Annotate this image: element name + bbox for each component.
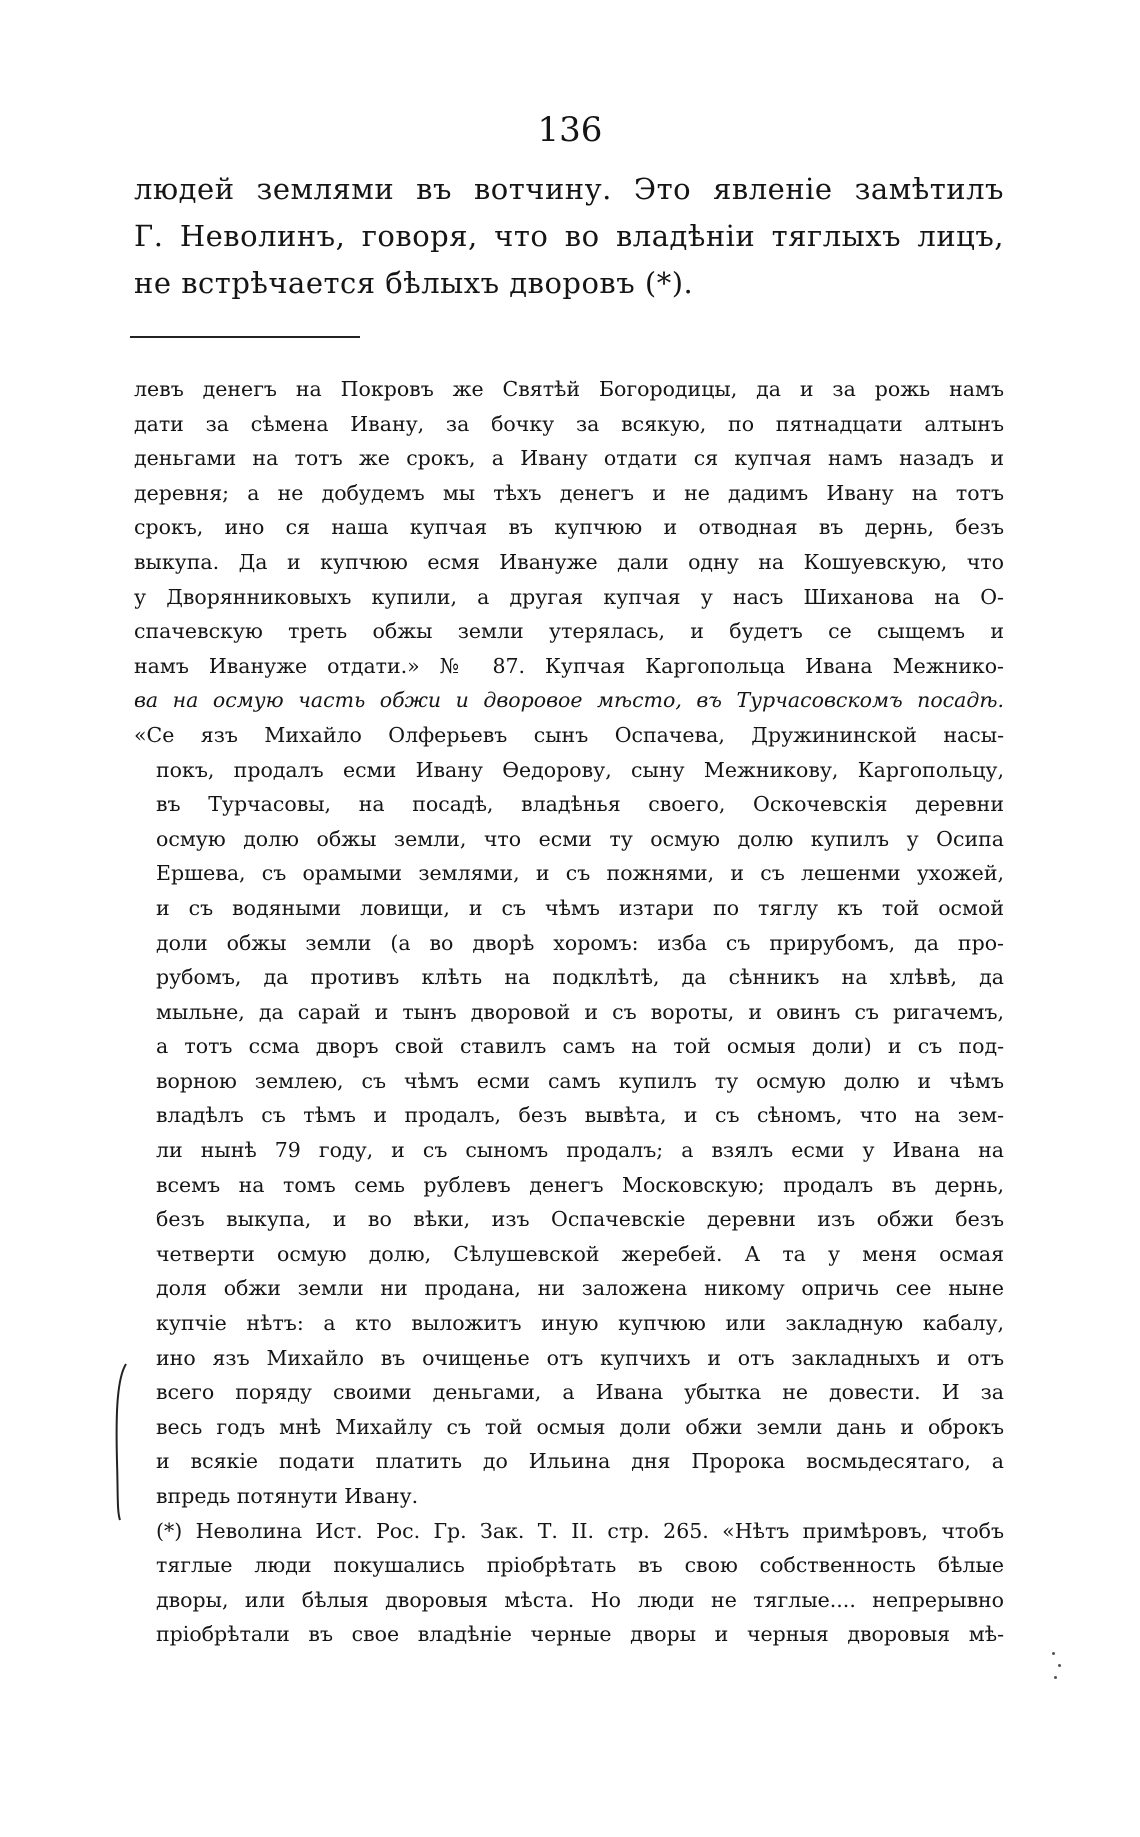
- note-line: ино язъ Михайло въ очищенье отъ купчихъ и отъ закладныхъ и отъ: [156, 1345, 1004, 1370]
- note-line: всего поряду своими деньгами, а Ивана убытка не довести. И за: [156, 1380, 1004, 1405]
- note-line: Ершева, съ орамыми землями, и съ пожнями, и съ лешенми ухожей,: [156, 861, 1004, 886]
- scan-specks: [1050, 1650, 1070, 1690]
- note-line: ва на осмую часть обжи и дворовое мѣсто, въ Турчасовскомъ посадѣ.: [134, 688, 1004, 713]
- footnote-separator-rule: [130, 336, 360, 338]
- note-line: деньгами на тотъ же срокъ, а Ивану отдати ся купчая намъ назадъ и: [134, 446, 1004, 471]
- footnote-line: (*) Неволина Ист. Рос. Гр. Зак. Т. II. стр. 265. «Нѣтъ примѣровъ, чтобъ: [156, 1518, 1004, 1543]
- footnote-continuation: [134, 372, 1004, 1652]
- note-line: у Дворянниковыхъ купили, а другая купчая у насъ Шиханова на О-: [134, 584, 1004, 609]
- note-line: выкупа. Да и купчюю есмя Ивануже дали одну на Кошуевскую, что: [134, 549, 1004, 574]
- footnote-line: тяглые люди покушались пріобрѣтать въ свою собственность бѣлые: [156, 1553, 1004, 1578]
- note-line: рубомъ, да противъ клѣть на подклѣтѣ, да сѣнникъ на хлѣвѣ, да: [156, 965, 1004, 990]
- main-text: [134, 166, 1004, 307]
- page-number: 136: [537, 110, 603, 150]
- note-line: купчіе нѣтъ: а кто выложитъ иную купчюю или закладную кабалу,: [156, 1311, 1004, 1336]
- note-line: доли обжы земли (а во дворѣ хоромъ: изба съ прирубомъ, да про-: [156, 930, 1004, 955]
- note-line: левъ денегъ на Покровъ же Святѣй Богородицы, да и за рожь намъ: [134, 377, 1004, 401]
- main-line: людей землями въ вотчину. Это явленіе замѣтилъ: [134, 172, 1004, 206]
- note-line: «Се язъ Михайло Олферьевъ сынъ Оспачева, Дружининской насы-: [134, 722, 1004, 747]
- note-line: мыльне, да сарай и тынъ дворовой и съ вороты, и овинъ съ ригачемъ,: [156, 999, 1004, 1024]
- note-line: дати за сѣмена Ивану, за бочку за всякую, по пятнадцати алтынъ: [134, 411, 1004, 436]
- note-line: ли нынѣ 79 году, и съ сыномъ продалъ; а взялъ есми у Ивана на: [156, 1138, 1004, 1163]
- note-line: четверти осмую долю, Сѣлушевской жеребей. А та у меня осмая: [156, 1241, 1004, 1266]
- note-line: срокъ, ино ся наша купчая въ купчюю и отводная въ дернь, безъ: [134, 515, 1004, 540]
- note-line: и всякіе подати платить до Ильина дня Пророка восмьдесятаго, а: [156, 1449, 1004, 1474]
- note-line: и съ водяными ловищи, и съ чѣмъ изтари по тяглу къ той осмой: [156, 895, 1004, 920]
- note-line: намъ Ивануже отдати.» № 87. Купчая Каргопольца Ивана Межнико-: [134, 653, 1004, 678]
- note-line: впредь потянути Ивану.: [156, 1484, 419, 1508]
- note-line: деревня; а не добудемъ мы тѣхъ денегъ и не дадимъ Ивану на тотъ: [134, 480, 1004, 505]
- note-line: осмую долю обжы земли, что есми ту осмую долю купилъ у Осипа: [156, 826, 1004, 851]
- note-line: а тотъ ссма дворъ свой ставилъ самъ на той осмыя доли) и съ под-: [156, 1034, 1004, 1059]
- note-line: ворною землею, съ чѣмъ есми самъ купилъ ту осмую долю и чѣмъ: [156, 1068, 1004, 1093]
- handwritten-margin-bracket: [112, 1362, 130, 1522]
- note-line: безъ выкупа, и во вѣки, изъ Оспачевскіе деревни изъ обжи безъ: [156, 1207, 1004, 1232]
- note-line: покъ, продалъ есми Ивану Ѳедорову, сыну Межникову, Каргопольцу,: [156, 757, 1004, 782]
- main-line: не встрѣчается бѣлыхъ дворовъ (*).: [134, 266, 694, 300]
- note-line: владѣлъ съ тѣмъ и продалъ, безъ вывѣта, и съ сѣномъ, что на зем-: [156, 1103, 1004, 1128]
- note-line: доля обжи земли ни продана, ни заложена никому опричь сее ныне: [156, 1276, 1004, 1301]
- footnote-line: пріобрѣтали въ свое владѣніе черные дворы и черныя дворовыя мѣ-: [156, 1622, 1004, 1647]
- note-line: спачевскую треть обжы земли утерялась, и будетъ се сыщемъ и: [134, 619, 1004, 644]
- note-line: весь годъ мнѣ Михайлу съ той осмыя доли обжи земли дань и оброкъ: [156, 1414, 1004, 1439]
- footnote-line: дворы, или бѣлыя дворовыя мѣста. Но люди не тяглые.... непрерывно: [156, 1587, 1004, 1612]
- note-line: всемъ на томъ семь рублевъ денегъ Московскую; продалъ въ дернь,: [156, 1172, 1004, 1197]
- main-line: Г. Неволинъ, говоря, что во владѣніи тяглыхъ лицъ,: [134, 219, 1004, 253]
- note-line: въ Турчасовы, на посадѣ, владѣнья своего, Оскочевскія деревни: [156, 792, 1004, 817]
